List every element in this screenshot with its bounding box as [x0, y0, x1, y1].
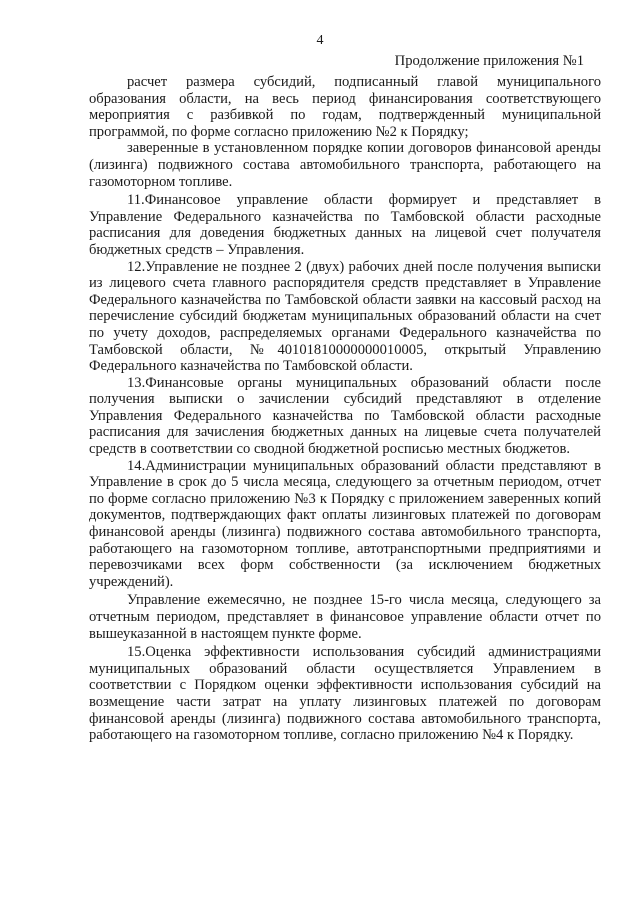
paragraph-monthly-report: Управление ежемесячно, не позднее 15-го числа месяца, следующего за отчетным периодом, представляет в финансовое управление области отчет по вышеуказанной в настоящем пункте форме.: [89, 592, 601, 642]
paragraph-item-11: 11.Финансовое управление области формирует и представляет в Управление Федерального казначейства по Тамбовской области расходные расписания для доведения бюджетных данных на лицевой счет получателя бюджетных средств – Управления.: [89, 192, 601, 258]
paragraph-item-14: 14.Администрации муниципальных образований области представляют в Управление в срок до 5 числа месяца, следующего за отчетным периодом, отчет по форме согласно приложению №3 к Порядку с приложением заверенных копий документов, подтверждающих факт оплаты лизинговых платежей по договорам финансовой аренды (лизинга) подвижного состава автомобильного транспорта, работающего на газомоторном топливе, автотранспортными предприятиями и перевозчиками всех форм собственности (за исключением бюджетных учреждений).: [89, 457, 601, 590]
page-number: 4: [316, 33, 324, 48]
paragraph-calculation: расчет размера субсидий, подписанный главой муниципального образования области, на весь период финансирования соответствующего мероприятия с разбивкой по годам, подтвержденный муниципальной программой, по форме согласно приложению №2 к Порядку;: [89, 74, 601, 140]
paragraph-lease-copies: заверенные в установленном порядке копии договоров финансовой аренды (лизинга) подвижного состава автомобильного транспорта, работающего на газомоторном топливе.: [89, 140, 601, 190]
paragraph-item-15: 15.Оценка эффективности использования субсидий администрациями муниципальных образований области осуществляется Управлением в соответствии с Порядком оценки эффективности использования субсидий на возмещение части затрат на уплату лизинговых платежей по договорам финансовой аренды (лизинга) подвижного состава автомобильного транспорта, работающего на газомоторном топливе, согласно приложению №4 к Порядку.: [89, 644, 601, 744]
document-body: [89, 74, 601, 744]
paragraph-item-13: 13.Финансовые органы муниципальных образований области после получения выписки о зачислении субсидий представляют в отделение Управления Федерального казначейства по Тамбовской области расходные расписания для зачисления бюджетных данных на лицевые счета получателей средств в соответствии со сводной бюджетной росписью местных бюджетов.: [89, 374, 601, 458]
appendix-continuation-label: Продолжение приложения №1: [394, 53, 584, 69]
paragraph-item-12: 12.Управление не позднее 2 (двух) рабочих дней после получения выписки из лицевого счета главного распорядителя средств представляет в Управление Федерального казначейства по Тамбовской области заявки на кассовый расход на перечисление субсидий бюджетам муниципальных образований области на счет по учету доходов, распределяемых органами Федерального казначейства по Тамбовской области, №40101810000000010005, открытый Управлению Федерального казначейства по Тамбовской области.: [89, 258, 601, 375]
